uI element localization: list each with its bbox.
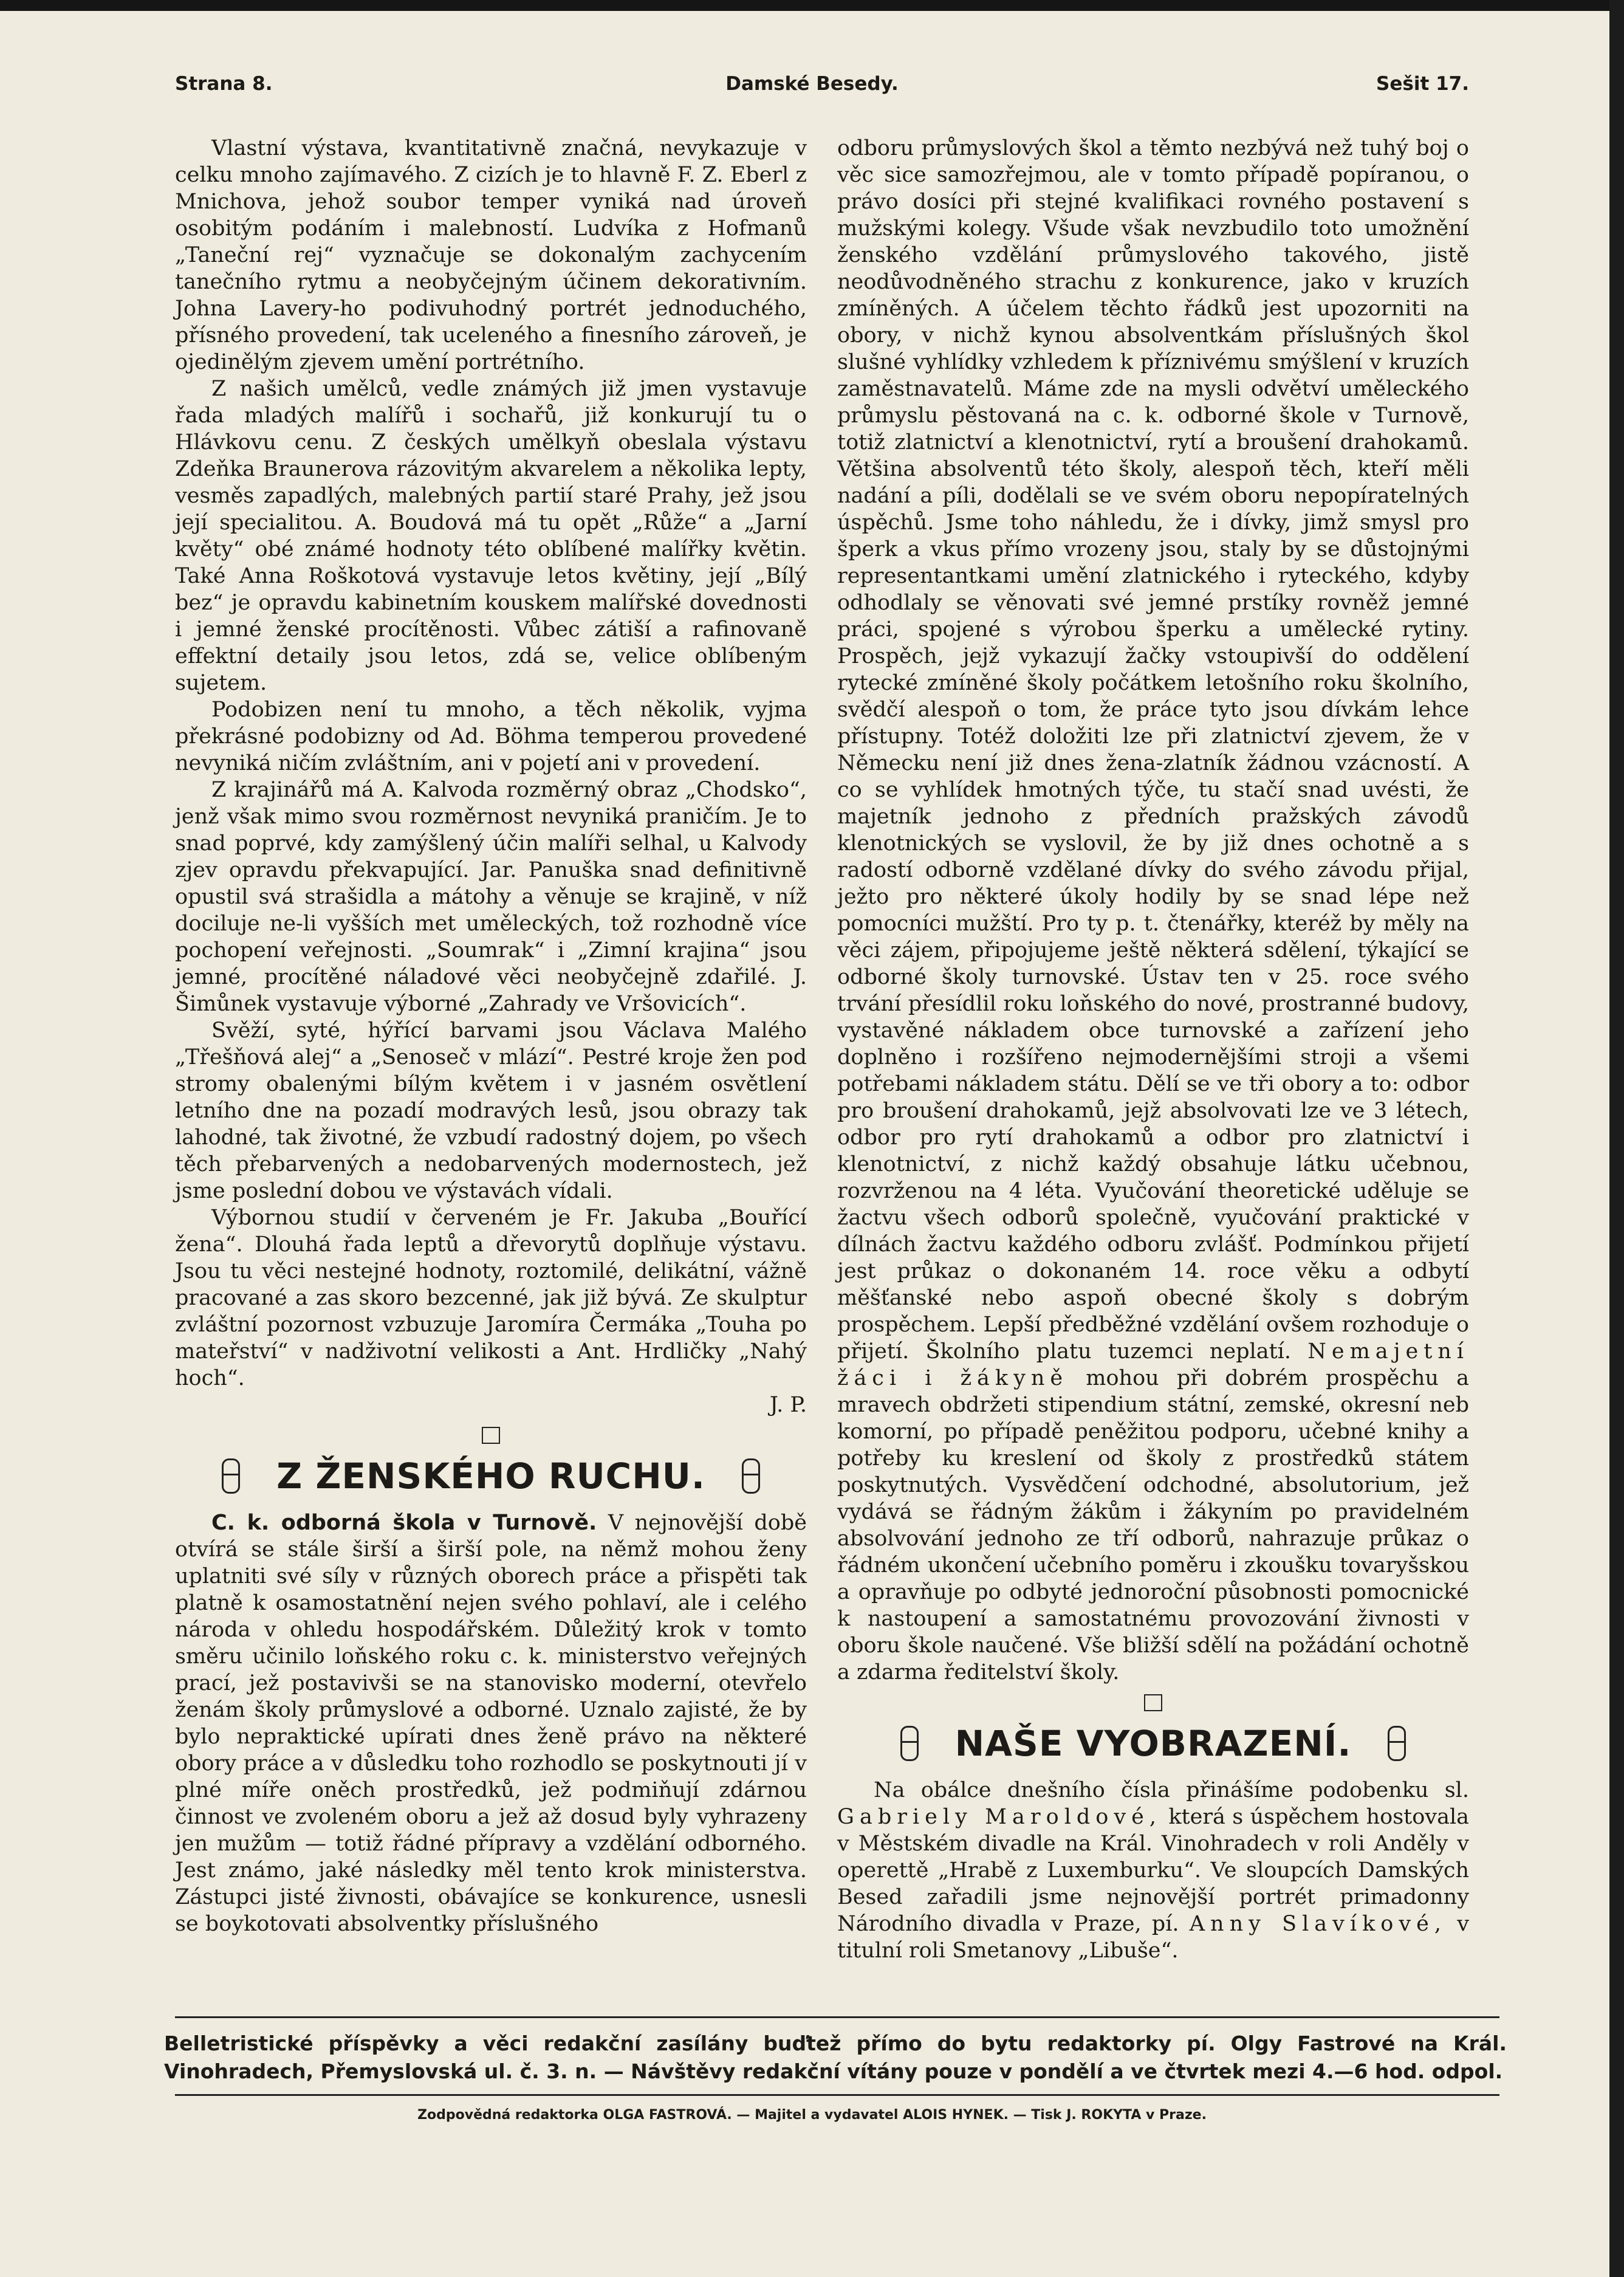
scan-border-top — [0, 0, 1624, 11]
article-continuation — [837, 135, 1469, 1686]
paragraph: Z našich umělců, vedle známých již jmen vystavuje řada mladých malířů i sochařů, již konkurují tu o Hlávkovu cenu. Z českých umělkyň obeslala výstavu Zdeňka Braunerova rázovitým akvarelem a několika lepty, vesměs zapadlých, malebných partií staré Prahy, jež jsou její specialitou. A. Boudová má tu opět „Růže“ a „Jarní květy“ obé známé hodnoty této oblíbené malířky květin. Také Anna Roškotová vystavuje letos květiny, její „Bílý bez“ je opravdu kabinetním kouskem malířské dovednosti i jemné ženské procítěnosti. Vůbec zátiší a rafinovaně effektní detaily jsou letos, zdá se, velice oblíbeným sujetem. — [175, 377, 807, 695]
person-name: Gabriely Maroldové, — [837, 1805, 1162, 1829]
section-title: NAŠE VYOBRAZENÍ. — [954, 1723, 1352, 1764]
ornament-icon — [1388, 1726, 1406, 1761]
caption-text: která s úspěchem hostovala v Městském divadle na Král. Vinohradech v roli Anděly v operettě „Hrabě z Luxemburku“. Ve sloupcích Damských Besed zařadili jsme nejnovější portrét primadonny Národního divadla v Praze, pí. — [837, 1805, 1470, 1936]
paragraph: Svěží, syté, hýřící barvami jsou Václava Malého „Třešňová alej“ a „Senoseč v mlází“. Pestré kroje žen pod stromy obalenými bílým květem i v jasném osvětlení letního dne na pozadí modravých lesů, jsou obrazy tak lahodné, tak životné, že vzbudí radostný dojem, po všech těch přebarvených a nedobarvených modernostech, jež jsme poslední dobou ve výstavách vídali. — [175, 1018, 807, 1203]
section-title: Z ŽENSKÉHO RUCHU. — [276, 1455, 705, 1497]
scan-border-right — [1609, 0, 1624, 2277]
separator-box — [837, 1694, 1469, 1714]
divider-rule — [175, 2016, 1499, 2018]
paragraph: Z krajinářů má A. Kalvoda rozměrný obraz „Chodsko“, jenž však mimo svou rozměrnost nevyniká praničím. Je to snad poprvé, kdy zamýšlený účin malíři selhal, u Kalvody zjev opravdu překvapující. Jar. Panuška snad definitivně opustil svá strašidla a mátohy a věnuje se krajině, v níž dociluje ne-li vyšších met uměleckých, tož rozhodně více pochopení veřejnosti. „Soumrak“ i „Zimní krajina“ jsou jemné, procítěné náladové věci neobyčejně zdařilé. J. Šimůnek vystavuje výborné „Zahrady ve Vršovicích“. — [175, 778, 807, 1016]
person-name: Anny Slavíkové, — [1189, 1912, 1447, 1936]
paragraph: Podobizen není tu mnoho, a těch několik, vyjma překrásné podobizny od Ad. Böhma temperou provedené nevyniká ničím zvláštním, ani v pojetí ani v provedení. — [175, 698, 807, 775]
ornament-icon — [742, 1458, 760, 1494]
caption-text: v titulní roli Smetanovy „Libuše“. — [837, 1912, 1469, 1963]
article-text: V nejnovější době otvírá se stále širší a širší pole, na němž mohou ženy uplatniti své síly v různých oborech práce a přispěti tak platně k osamostatnění nejen svého pohlaví, ale i celého národa v ohledu hospodářském. Důležitý krok v tomto směru učinilo loňského roku c. k. ministerstvo veřejných prací, jež postavivši se na stanovisko moderní, otevřelo ženám školy průmyslové a odborné. Uznalo zajisté, že by bylo nepraktické upírati dnes ženě právo na některé obory práce a v důsledku toho rozhodlo se poskytnouti jí v plné míře oněch prostředků, jež podmiňují zdárnou činnost ve zvoleném oboru a jež až dosud byly vyhrazeny jen mužům — totiž řádné přípravy a vzdělání odborného. Jest známo, jaké následky měl tento krok ministerstva. Zástupci jisté živnosti, obávajíce se konkurence, usnesli se boykotovati absolventky příslušného — [175, 1511, 807, 1936]
article-text: odboru průmyslových škol a těmto nezbývá než tuhý boj o věc sice samozřejmou, ale v tomto případě popíranou, o právo dosíci při stejné kvalifikaci rovného postavení s mužskými kolegy. Všude však nevzbudilo toto umožnění ženského vzdělání průmyslového takového, jistě neodůvodněného strachu z konkurence, jako v kruzích zmíněných. A účelem těchto řádků jest upozorniti na obory, v nichž kynou absolventkám příslušných škol slušné vyhlídky vzhledem k příznivému smýšlení v kruzích zaměstnavatelů. Máme zde na mysli odvětví uměleckého průmyslu pěstovaná na c. k. odborné škole v Turnově, totiž zlatnictví a klenotnictví, rytí a broušení drahokamů. Většina absolventů této školy, alespoň těch, kteří měli nadání a píli, dodělali se ve svém oboru nepopíratelných úspěchů. Jsme toho náhledu, že i dívky, jimž smysl pro šperk a vkus přímo vrozeny jsou, staly by se důstojnými representantkami umění zlatnického i ryteckého, kdyby odhodlaly se věnovati své jemné prstíky rovněž jemné práci, spojené s výrobou šperku a umělecké rytiny. Prospěch, jejž vykazují žačky vstoupivší do oddělení rytecké zmíněné školy počátkem letošního roku školního, svědčí alespoň o tom, že práce tyto jsou dívkám lehce přístupny. Totéž doložiti lze při zlatnictví zjevem, že v Německu není již dnes žena-zlatník žádnou vzácností. A co se vyhlídek hmotných týče, tu stačí snad uvésti, že majetník jednoho z předních pražských závodů klenotnických se vyslovil, že by již dnes ochotně a s radostí odborně vzdělané dívky do svého závodu přijal, ježto pro některé úkoly hodily by se snad lépe než pomocníci mužští. Pro ty p. t. čtenářky, kteréž by měly na věci zájem, připojujeme ještě některá sdělení, týkající se odborné školy turnovské. Ústav ten v 25. roce svého trvání přesídlil roku loňského do nové, prostranné budovy, vystavěné nákladem obce turnovské a zařízení jeho doplněno i rozšířeno nejmodernějšími stroji a všemi potřebami nákladem státu. Dělí se ve tři obory a to: odbor pro broušení drahokamů, jejž absolvovati lze ve 3 létech, odbor pro rytí drahokamů a odbor pro zlatnictví i klenotnictví, z nichž každý obsahuje látku učebnou, rozvrženou na 4 léta. Vyučování theoretické uděluje se žactvu všech odborů společně, vyučování praktické v dílnách žactvu každého odboru zvlášť. Podmínkou přijetí jest průkaz o dokonaném 14. roce věku a odbytí měšťanské nebo aspoň obecné školy s dobrým prospěchem. Lepší předběžné vzdělání ovšem rozhoduje o přijetí. Školního platu tuzemci neplatí. — [837, 136, 1469, 1364]
paragraph: Vlastní výstava, kvantitativně značná, nevykazuje v celku mnoho zajímavého. Z cizích je to hlavně F. Z. Eberl z Mnichova, jehož soubor temper vyniká nad úroveň osobitým podáním i malebností. Ludvíka z Hofmanů „Taneční rej“ vyznačuje se dokonalým zachycením tanečního rytmu a neobyčejným účinem dekorativním. Johna Lavery-ho podivuhodný portrét jednoduchého, přísného provedení, tak uceleného a finesního zároveň, je ojedinělým zjevem umění portrétního. — [175, 136, 807, 374]
signature-line — [175, 1392, 807, 1418]
section-heading — [175, 1455, 807, 1497]
issue-number: Sešit 17. — [1376, 73, 1469, 95]
editorial-notice: Belletristické příspěvky a věci redakční zasílány buďtež přímo do bytu redaktorky pí. Olgy Fastrové na Král. Vinohradech, Přemyslovská ul. č. 3. n. — Návštěvy redakční vítány pouze v pondělí a ve čtvrtek mezi 4.—6 hod. odpol. — [164, 2031, 1507, 2083]
caption-text: Na obálce dnešního čísla přinášíme podobenku sl. — [874, 1778, 1469, 1802]
magazine-title: Damské Besedy. — [725, 73, 899, 95]
separator-box — [175, 1427, 807, 1446]
image-caption-paragraph — [837, 1777, 1469, 1964]
paragraph: Výbornou studií v červeném je Fr. Jakuba „Bouřící žena“. Dlouhá řada leptů a dřevorytů doplňuje výstavu. Jsou tu věci nestejné hodnoty, roztomilé, delikátní, vážně pracované a zas skoro bezcenné, jak již bývá. Ze skulptur zvláštní pozornost vzbuzuje Jaromíra Čermáka „Touha po mateřství“ v nadživotní velikosti a Ant. Hrdličky „Nahý hoch“. — [175, 1206, 807, 1390]
section-heading — [837, 1722, 1469, 1765]
ornament-icon — [900, 1726, 919, 1761]
page-number: Strana 8. — [175, 73, 273, 95]
right-column — [837, 135, 1469, 1964]
article-paragraph — [175, 1509, 807, 1937]
spaced-text: Nemajetní žáci i žákyně — [837, 1339, 1469, 1390]
imprint-footer: Zodpovědná redaktorka OLGA FASTROVÁ. — Majitel a vydavatel ALOIS HYNEK. — Tisk J. ROKYTA v Praze. — [417, 2107, 1207, 2123]
left-column — [175, 135, 807, 1937]
author-signature: J. P. — [769, 1393, 807, 1417]
ornament-icon — [222, 1458, 240, 1494]
article-lead: C. k. odborná škola v Turnově. — [211, 1511, 597, 1535]
article-text: mohou při dobrém prospěchu a mravech obdržeti stipendium státní, zemské, okresní neb komorní, po případě peněžitou podporu, učebné knihy a potřeby ku kreslení od školy z prostředků státem poskytnutých. Vysvědčení odchodné, absolutorium, jež vydává se řádným žákům i žákyním po pravidelném absolvování jednoho ze tří odborů, nahrazuje průkaz o řádném ukončení učebního poměru i zkoušku tovaryšskou a opravňuje po odbyté jednoroční působnosti pomocnické k nastoupení a samostatnému provozování živnosti v oboru škole naučené. Vše bližší sdělí na požádání ochotně a zdarma ředitelství školy. — [837, 1366, 1469, 1685]
divider-rule — [175, 2094, 1499, 2096]
